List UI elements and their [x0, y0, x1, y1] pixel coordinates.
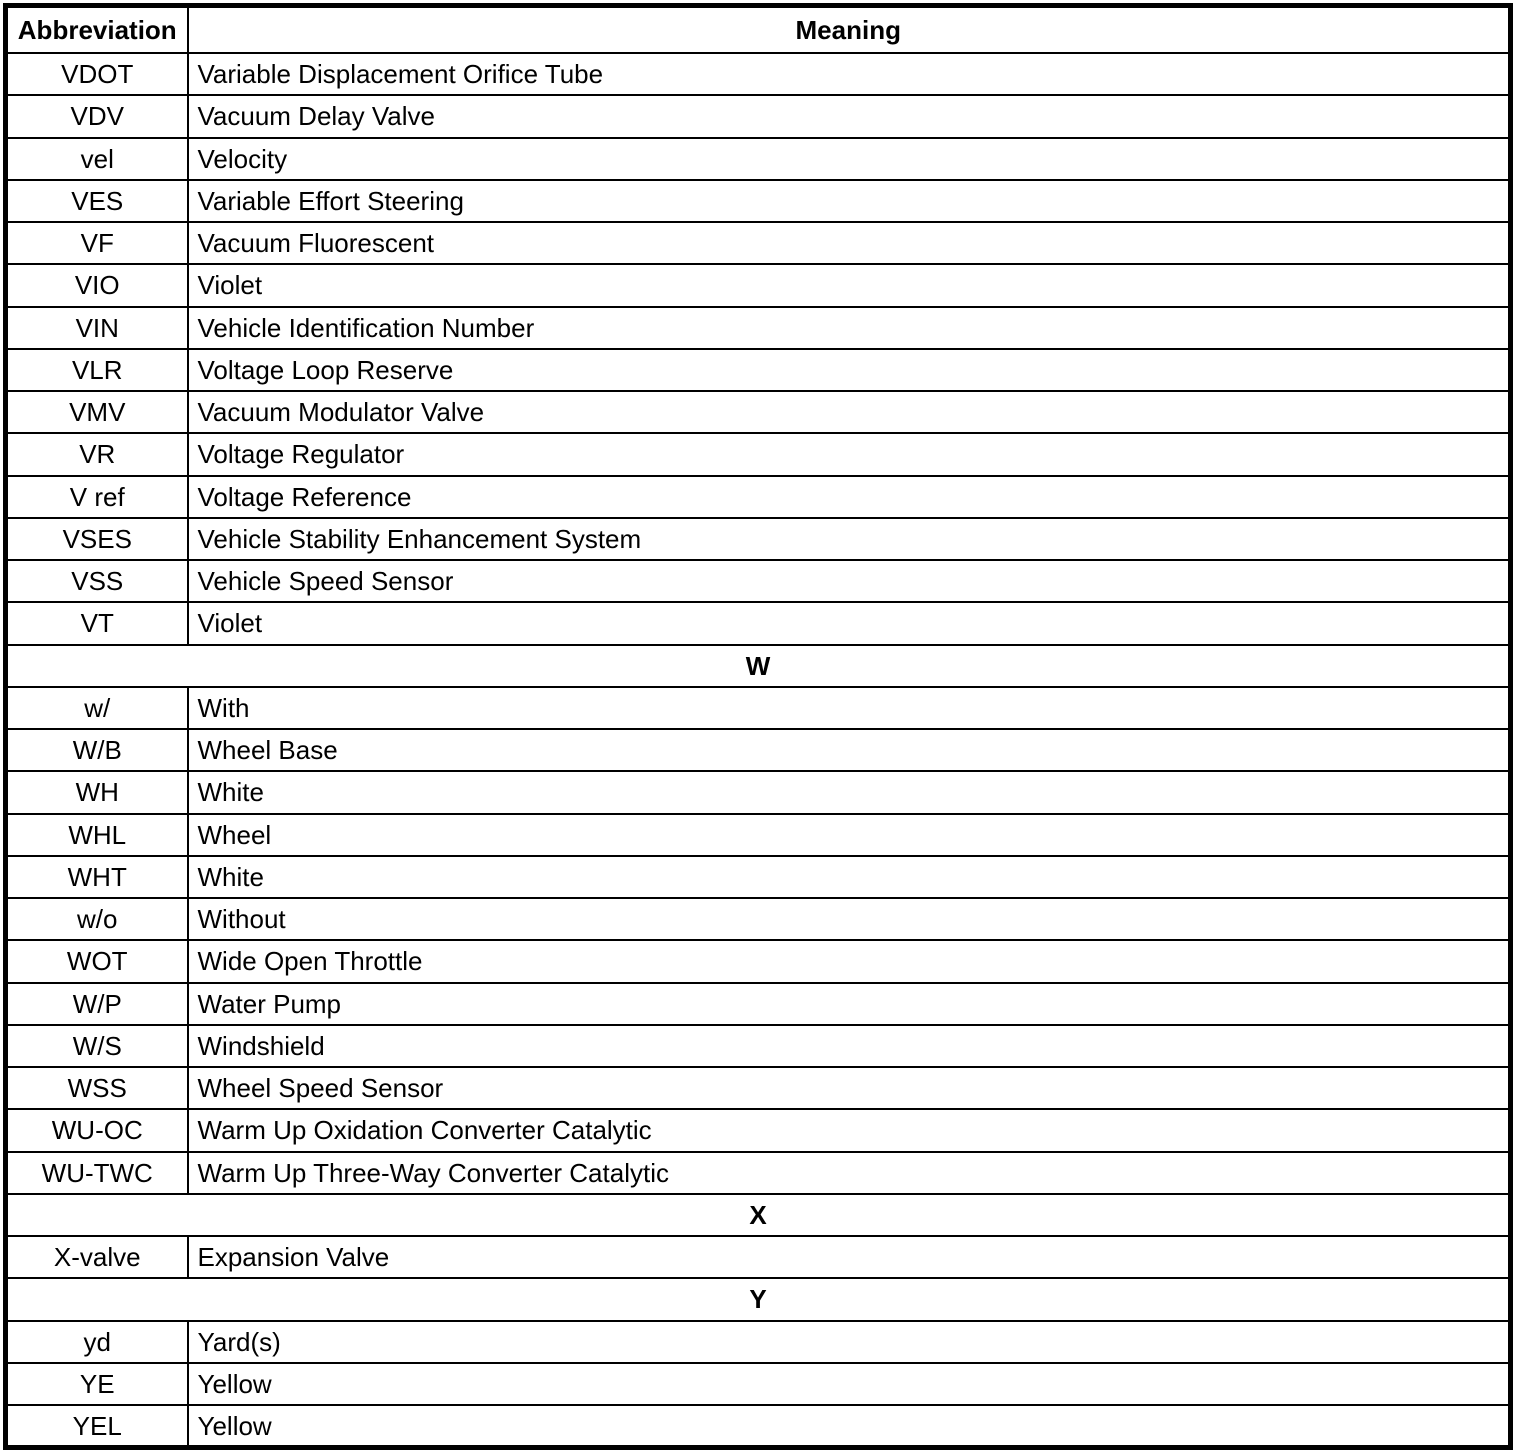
table-row [6, 1067, 1511, 1109]
meaning-cell: Without [188, 898, 1511, 940]
meaning-cell: Wheel [188, 814, 1511, 856]
meaning-cell: Yellow [188, 1363, 1511, 1405]
abbreviation-cell: VIN [6, 307, 188, 349]
meaning-cell: Vehicle Speed Sensor [188, 560, 1511, 602]
table-row [6, 1109, 1511, 1151]
meaning-cell: Wheel Base [188, 729, 1511, 771]
section-header-row [6, 1194, 1511, 1236]
table-row [6, 814, 1511, 856]
meaning-cell: Variable Effort Steering [188, 180, 1511, 222]
abbreviation-cell: VES [6, 180, 188, 222]
section-header-row [6, 645, 1511, 687]
abbreviation-cell: WU-OC [6, 1109, 188, 1151]
abbreviation-cell: W/P [6, 983, 188, 1025]
meaning-cell: Expansion Valve [188, 1236, 1511, 1278]
column-header-meaning: Meaning [188, 6, 1511, 54]
table-header [6, 6, 1511, 54]
meaning-cell: Voltage Reference [188, 476, 1511, 518]
meaning-cell: Velocity [188, 138, 1511, 180]
abbreviation-cell: vel [6, 138, 188, 180]
table-row [6, 560, 1511, 602]
table-row [6, 1152, 1511, 1194]
section-letter: X [6, 1194, 1511, 1236]
section-letter: W [6, 645, 1511, 687]
abbreviation-cell: YEL [6, 1405, 188, 1448]
meaning-cell: Vacuum Modulator Valve [188, 391, 1511, 433]
abbreviation-cell: V ref [6, 476, 188, 518]
abbreviation-cell: W/S [6, 1025, 188, 1067]
table-row [6, 898, 1511, 940]
abbreviation-cell: WOT [6, 940, 188, 982]
meaning-cell: Windshield [188, 1025, 1511, 1067]
table-row [6, 180, 1511, 222]
meaning-cell: Warm Up Three-Way Converter Catalytic [188, 1152, 1511, 1194]
table-row [6, 307, 1511, 349]
table-row [6, 771, 1511, 813]
table-row [6, 983, 1511, 1025]
table-row [6, 53, 1511, 95]
meaning-cell: Vehicle Identification Number [188, 307, 1511, 349]
abbreviation-cell: VLR [6, 349, 188, 391]
table-row [6, 1405, 1511, 1448]
abbreviation-cell: VSS [6, 560, 188, 602]
table-body [6, 53, 1511, 1448]
table-row [6, 222, 1511, 264]
table-row [6, 1236, 1511, 1278]
abbreviation-cell: X-valve [6, 1236, 188, 1278]
meaning-cell: Vehicle Stability Enhancement System [188, 518, 1511, 560]
meaning-cell: Violet [188, 264, 1511, 306]
meaning-cell: Warm Up Oxidation Converter Catalytic [188, 1109, 1511, 1151]
table-row [6, 476, 1511, 518]
table-row [6, 687, 1511, 729]
meaning-cell: Violet [188, 602, 1511, 644]
section-letter: Y [6, 1278, 1511, 1320]
meaning-cell: White [188, 856, 1511, 898]
table-row [6, 138, 1511, 180]
abbreviation-cell: VR [6, 433, 188, 475]
table-row [6, 602, 1511, 644]
table-row [6, 1321, 1511, 1363]
abbreviations-table [3, 3, 1513, 1450]
table-row [6, 729, 1511, 771]
meaning-cell: White [188, 771, 1511, 813]
meaning-cell: Wheel Speed Sensor [188, 1067, 1511, 1109]
abbreviation-cell: YE [6, 1363, 188, 1405]
header-row [6, 6, 1511, 54]
meaning-cell: Vacuum Fluorescent [188, 222, 1511, 264]
meaning-cell: Voltage Loop Reserve [188, 349, 1511, 391]
table-row [6, 940, 1511, 982]
abbreviation-cell: WSS [6, 1067, 188, 1109]
abbreviation-cell: WHT [6, 856, 188, 898]
meaning-cell: With [188, 687, 1511, 729]
table-row [6, 1363, 1511, 1405]
table-row [6, 349, 1511, 391]
meaning-cell: Water Pump [188, 983, 1511, 1025]
abbreviation-cell: VSES [6, 518, 188, 560]
meaning-cell: Variable Displacement Orifice Tube [188, 53, 1511, 95]
table-row [6, 264, 1511, 306]
abbreviation-cell: WU-TWC [6, 1152, 188, 1194]
table-row [6, 95, 1511, 137]
table-row [6, 1025, 1511, 1067]
table-row [6, 391, 1511, 433]
abbreviation-cell: VIO [6, 264, 188, 306]
table-row [6, 433, 1511, 475]
meaning-cell: Yellow [188, 1405, 1511, 1448]
meaning-cell: Voltage Regulator [188, 433, 1511, 475]
abbreviation-cell: yd [6, 1321, 188, 1363]
abbreviation-cell: VDV [6, 95, 188, 137]
meaning-cell: Yard(s) [188, 1321, 1511, 1363]
meaning-cell: Vacuum Delay Valve [188, 95, 1511, 137]
table-row [6, 518, 1511, 560]
abbreviation-cell: VF [6, 222, 188, 264]
meaning-cell: Wide Open Throttle [188, 940, 1511, 982]
abbreviation-cell: w/o [6, 898, 188, 940]
section-header-row [6, 1278, 1511, 1320]
abbreviation-cell: w/ [6, 687, 188, 729]
table-row [6, 856, 1511, 898]
abbreviation-cell: WH [6, 771, 188, 813]
abbreviation-cell: VDOT [6, 53, 188, 95]
abbreviation-cell: WHL [6, 814, 188, 856]
abbreviation-cell: VMV [6, 391, 188, 433]
column-header-abbreviation: Abbreviation [6, 6, 188, 54]
abbreviation-cell: W/B [6, 729, 188, 771]
abbreviation-cell: VT [6, 602, 188, 644]
